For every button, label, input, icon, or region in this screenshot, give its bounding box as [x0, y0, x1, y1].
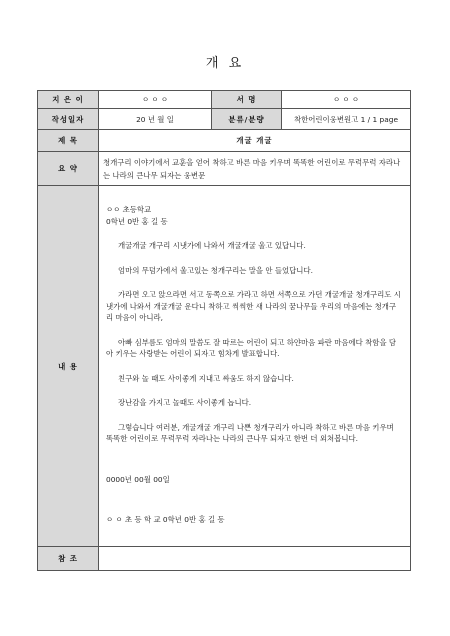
content-label: 내 용	[38, 186, 99, 547]
school-line: ㅇㅇ 초등학교	[106, 205, 152, 214]
summary-row	[38, 152, 411, 186]
subject-label: 제 목	[38, 130, 99, 152]
signature-value: ㅇ ㅇ ㅇ	[282, 91, 411, 109]
category-label: 분류/분량	[212, 109, 282, 130]
category-value: 착한어린이웅변원고 1 / 1 page	[282, 109, 411, 130]
reference-row	[38, 547, 411, 571]
author-row	[38, 91, 411, 109]
subject-value: 개굴 개굴	[99, 130, 411, 152]
signature-label: 서 명	[212, 91, 282, 109]
content-row	[38, 186, 411, 547]
subject-row	[38, 130, 411, 152]
date-line: 0000년 00월 00일	[106, 474, 170, 484]
content-body	[99, 186, 411, 547]
author-label: 지 은 이	[38, 91, 99, 109]
paragraph-7: 그렇습니다 여러분, 개굴개굴 개구리 나쁜 청개구리가 아니라 착하고 바른 마음 키우며 똑똑한 어린이로 무럭무럭 자라나는 나라의 큰나무 되자고 한번 더 외쳐봅니다.	[106, 422, 394, 443]
date-row	[38, 109, 411, 130]
paragraph-5: 친구와 놀 때도 사이좋게 지내고 싸움도 하지 않습니다.	[118, 373, 294, 383]
document-title: 개 요	[205, 56, 245, 71]
paragraph-3: 가라면 오고 앉으라면 서고 동쪽으로 가라고 하면 서쪽으로 가던 개굴개굴 청개구리도 시냇가에 나와서 개굴개굴 운다니 착하고 씩씩한 새 나라의 꿈나무들 우리의 마음에는 청개구리 마음이 아니라,	[106, 290, 401, 322]
signoff-line: ㅇ ㅇ 초 등 학 교 0학년 0반 홍 길 동	[106, 515, 225, 524]
date-label: 작성일자	[38, 109, 99, 130]
author-value: ㅇ ㅇ ㅇ	[99, 91, 212, 109]
reference-value	[99, 547, 411, 571]
reference-label: 참 조	[38, 547, 99, 571]
paragraph-6: 장난감을 가지고 놀때도 사이좋게 놉니다.	[118, 398, 252, 407]
summary-value: 청개구리 이야기에서 교훈을 얻어 착하고 바른 마음 키우며 똑똑한 어린이로 무럭무럭 자라나는 나라의 큰나무 되자는 웅변문	[99, 152, 411, 186]
paragraph-4: 아빠 심부름도 엄마의 말씀도 잘 따르는 어린이 되고 하얀마음 파란 마음에다 착함을 담아 키우는 사랑받는 어린이 되자고 힘차게 발표합니다.	[106, 337, 397, 358]
paragraph-2: 엄마의 무덤가에서 울고있는 청개구리는 말을 안 들었답니다.	[118, 265, 313, 275]
date-value: 20 년 월 일	[99, 109, 212, 130]
paragraph-1: 개굴개굴 개구리 시냇가에 나와서 개굴개굴 울고 있답니다.	[118, 241, 306, 250]
summary-label: 요 약	[38, 152, 99, 186]
name-line: 0학년 0반 홍 길 동	[106, 216, 168, 226]
overview-form-table	[37, 90, 411, 571]
